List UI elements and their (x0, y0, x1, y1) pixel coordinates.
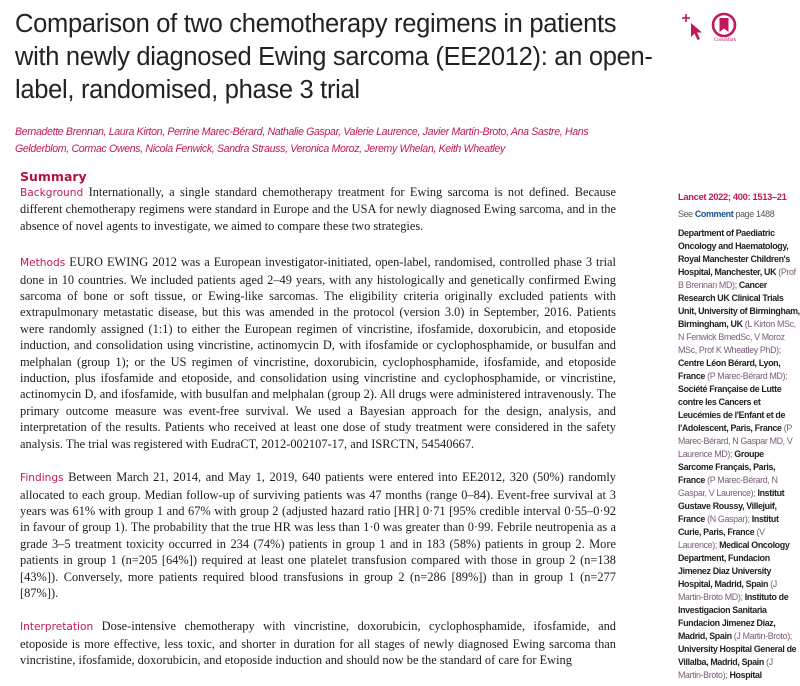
affiliation-institution: Department of Paediatric Oncology and Haematology, Royal Manchester Children's Hospital, Manchester, UK (678, 228, 791, 277)
sidebar (678, 190, 800, 682)
crossmark-badge[interactable] (710, 12, 744, 52)
affiliation-people: (J Martin-Broto MD); (678, 579, 777, 602)
affiliation-item (678, 228, 796, 290)
see-suffix: page 1488 (735, 209, 775, 219)
affiliation-item (678, 280, 800, 355)
affiliation-people: (N Gaspar); (707, 514, 750, 524)
affiliation-institution: Hospital (729, 670, 762, 680)
affiliation-institution: University Hospital General de Villalba, Madrid, Spain (678, 644, 797, 667)
affiliation-people: (P Marec-Bérard, N Gaspar, V Laurence); (678, 475, 778, 498)
affiliation-item (729, 670, 761, 680)
affiliation-people: (P Marec-Bérard, N Gaspar MD, V Laurence MD); (678, 423, 793, 459)
section-label: Findings (20, 472, 64, 485)
affiliation-item (678, 384, 792, 459)
affiliation-people: (J Martin-Broto); (678, 657, 773, 680)
section-text: Internationally, a single standard chemotherapy treatment for Ewing sarcoma is not defined. Because different chemotherapy regimens were standard in Europe and the USA for newly diagnosed Ewing sarcoma, and in the absence of novel agents to investigate, we aimed to compare these two strategies. (20, 185, 616, 233)
article-title: Comparison of two chemotherapy regimens in patients with newly diagnosed Ewing sarcoma (EE2012): an open-label, randomised, phase 3 trial (15, 10, 653, 104)
affiliation-people: (J Martin-Broto); (733, 631, 792, 641)
abstract-section-methods (20, 254, 616, 452)
journal-citation: Lancet 2022; 400: 1513–21 (678, 191, 787, 202)
affiliation-people: (L Kirton MSc, N Fenwick BmedSc, V Moroz MSc, Prof K Wheatley PhD); (678, 319, 796, 355)
section-label: Methods (20, 257, 66, 270)
affiliation-institution: Instituto de Investigacion Sanitaria Fundacion Jimenez Diaz, Madrid, Spain (678, 592, 789, 641)
article-badges (680, 12, 750, 52)
section-text: EURO EWING 2012 was a European investigator-initiated, open-label, randomised, controlled phase 3 trial done in 10 countries. We included patients aged 2–49 years, with any histologically and genetically confirmed Ewing sarcoma of bone or soft tissue, or Ewing-like sarcomas. The eligibility criteria originally excluded patients with extrapulmonary metastatic disease, but this was amended in the protocol (version 3.0) in September, 2016. Patients were randomly assigned (1:1) to either the European regimen of vincristine, ifosfamide, doxorubicin, and etoposide induction, and consolidation using vincristine, actinomycin D, with ifosfamide or cyclophosphamide, or busulfan and melphalan (group 1); or the US regimen of vincristine, doxorubicin, cyclophosphamide, ifosfamide, and etoposide induction, plus ifosfamide and etoposide, and consolidation using vincristine and cyclophosphamide, or vincristine, actinomycin D, and ifosfamide, with busulfan and melphalan (group 2). All drugs were administered intravenously. The primary outcome measure was event-free survival. We used a Bayesian approach for the design, analysis, and interpretation of the results. Patients who received at least one dose of study treatment were considered in the safety analysis. The trial was registered with EudraCT, 2012-002107-17, and ISRCTN, 54540667. (20, 255, 616, 451)
affiliation-institution: Société Française de Lutte contre les Cancers et Leucémies de l'Enfant et de l'Adolescent, Paris, France (678, 384, 786, 433)
section-label: Interpretation (20, 621, 94, 634)
affiliation-people: (V Laurence); (678, 527, 765, 550)
affiliation-institution: Medical Oncology Department, Fundacion Jimenez Diaz University Hospital, Madrid, Spain (678, 540, 790, 589)
section-label: Background (20, 187, 84, 199)
abstract-section-background (20, 184, 616, 234)
abstract-body (20, 184, 616, 686)
affiliation-institution: Cancer Research UK Clinical Trials Unit, University of Birmingham, Birmingham, UK (678, 280, 800, 329)
author-list: Bernadette Brennan, Laura Kirton, Perrine Marec-Bérard, Nathalie Gaspar, Valerie Laurence, Javier Martín-Broto, Ana Sastre, Hans Gelderblom, Cormac Owens, Nicola Fenwick, Sandra Strauss, Veronica Moroz, Jeremy Whelan, Keith Wheatley (15, 126, 589, 155)
affiliation-institution: Institut Curie, Paris, France (678, 514, 779, 537)
see-prefix: See (678, 209, 693, 219)
summary-heading: Summary (20, 169, 87, 184)
see-comment (678, 208, 800, 221)
affiliation-people: (Prof B Brennan MD); (678, 267, 796, 290)
crossmark-label: CrossMark (713, 38, 737, 43)
affiliation-people: (P Marec-Bérard MD); (707, 371, 788, 381)
section-text: Between March 21, 2014, and May 1, 2019, 640 patients were entered into EE2012, 320 (50%) randomly allocated to each group. Median follow-up of surviving patients was 47 months (range 0–84). Event-free survival at 3 years was 61% with group 1 and 67% with group 2 (adjusted hazard ratio [HR] 0·71 [95% credible interval 0·55–0·92 in favour of group 1). The probability that the true HR was less than 1·0 was greater than 0·99. Febrile neutropenia as a grade 3–5 treatment toxicity occurred in 234 (74%) patients in group 1 and in 183 (58%) patients in group 2. More patients in group 1 (n=205 [64%]) required at least one platelet transfusion compared with those in group 2 (n=138 [43%]). Conversely, more patients required blood transfusions in group 2 (n=286 [89%]) than in group 1 (n=277 [87%]). (20, 470, 616, 600)
abstract-section-interpretation (20, 618, 616, 668)
affiliations (678, 227, 800, 682)
section-text: Dose-intensive chemotherapy with vincristine, doxorubicin, cyclophosphamide, ifosfamide, and etoposide is more effective, less toxic, and shorter in duration for all stages of newly diagnosed Ewing sarcoma than vincristine, ifosfamide, doxorubicin, and etoposide induction and should now be the standard of care for Ewing (20, 619, 616, 668)
abstract-section-findings (20, 469, 616, 601)
comment-link[interactable]: Comment (694, 209, 734, 219)
affiliation-item (678, 358, 787, 381)
affiliation-institution: Groupe Sarcome Français, Paris, France (678, 449, 776, 485)
affiliation-institution: Institut Gustave Roussy, Villejuif, France (678, 488, 785, 524)
affiliation-institution: Centre Léon Bérard, Lyon, France (678, 358, 781, 381)
